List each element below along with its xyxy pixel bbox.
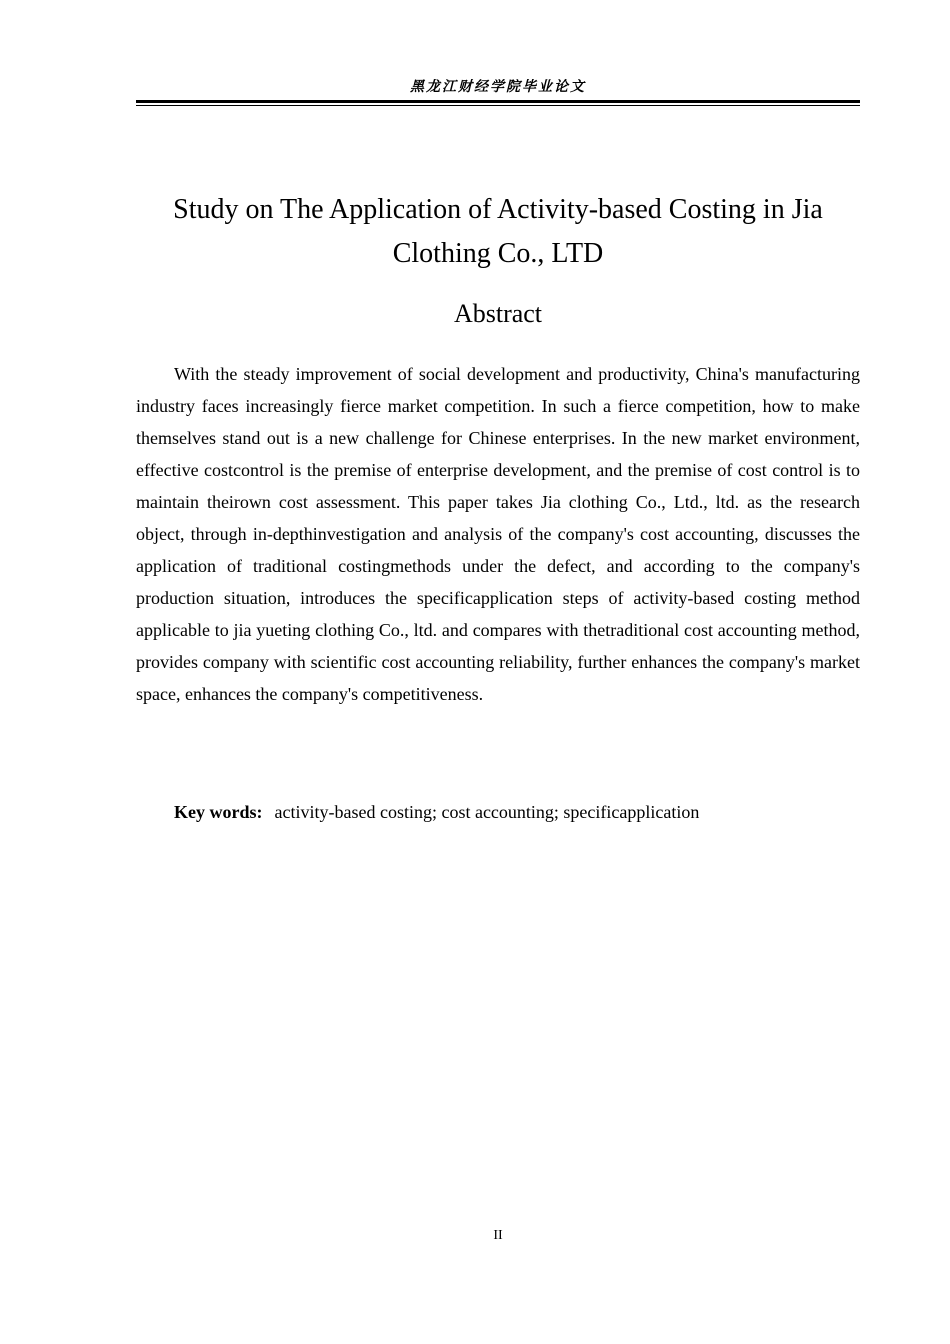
abstract-heading: Abstract: [453, 299, 543, 328]
abstract-body: With the steady improvement of social development and productivity, China's manufacturing industry faces increasingly fierce market competition. In such a fierce competition, how to make themselves stand out is a new challenge for Chinese enterprises. In the new market environment, effective costcontrol is the premise of enterprise development, and the premise of cost control is to maintain theirown cost assessment. This paper takes Jia clothing Co., Ltd., ltd. as the research object, through in-depthinvestigation and analysis of the company's cost accounting, discusses the application of traditional costingmethods under the defect, and according to the company's production situation, introduces the specificapplication steps of activity-based costing method applicable to jia yueting clothing Co., ltd. and compares with thetraditional cost accounting method, provides company with scientific cost accounting reliability, further enhances the company's market space, enhances the company's competitiveness.: [136, 364, 860, 704]
keywords-label: Key words:: [174, 802, 263, 822]
page-number: II: [493, 1228, 503, 1243]
header-rule-thin: [136, 105, 860, 106]
keywords-line: [174, 798, 860, 826]
header-rule-thick: [136, 100, 860, 103]
keywords-list: activity-based costing; cost accounting; specificapplication: [274, 802, 700, 822]
running-header: 黑龙江财经学院毕业论文: [410, 80, 586, 95]
paper-title: Study on The Application of Activity-based Costing in Jia Clothing Co., LTD: [173, 194, 823, 269]
